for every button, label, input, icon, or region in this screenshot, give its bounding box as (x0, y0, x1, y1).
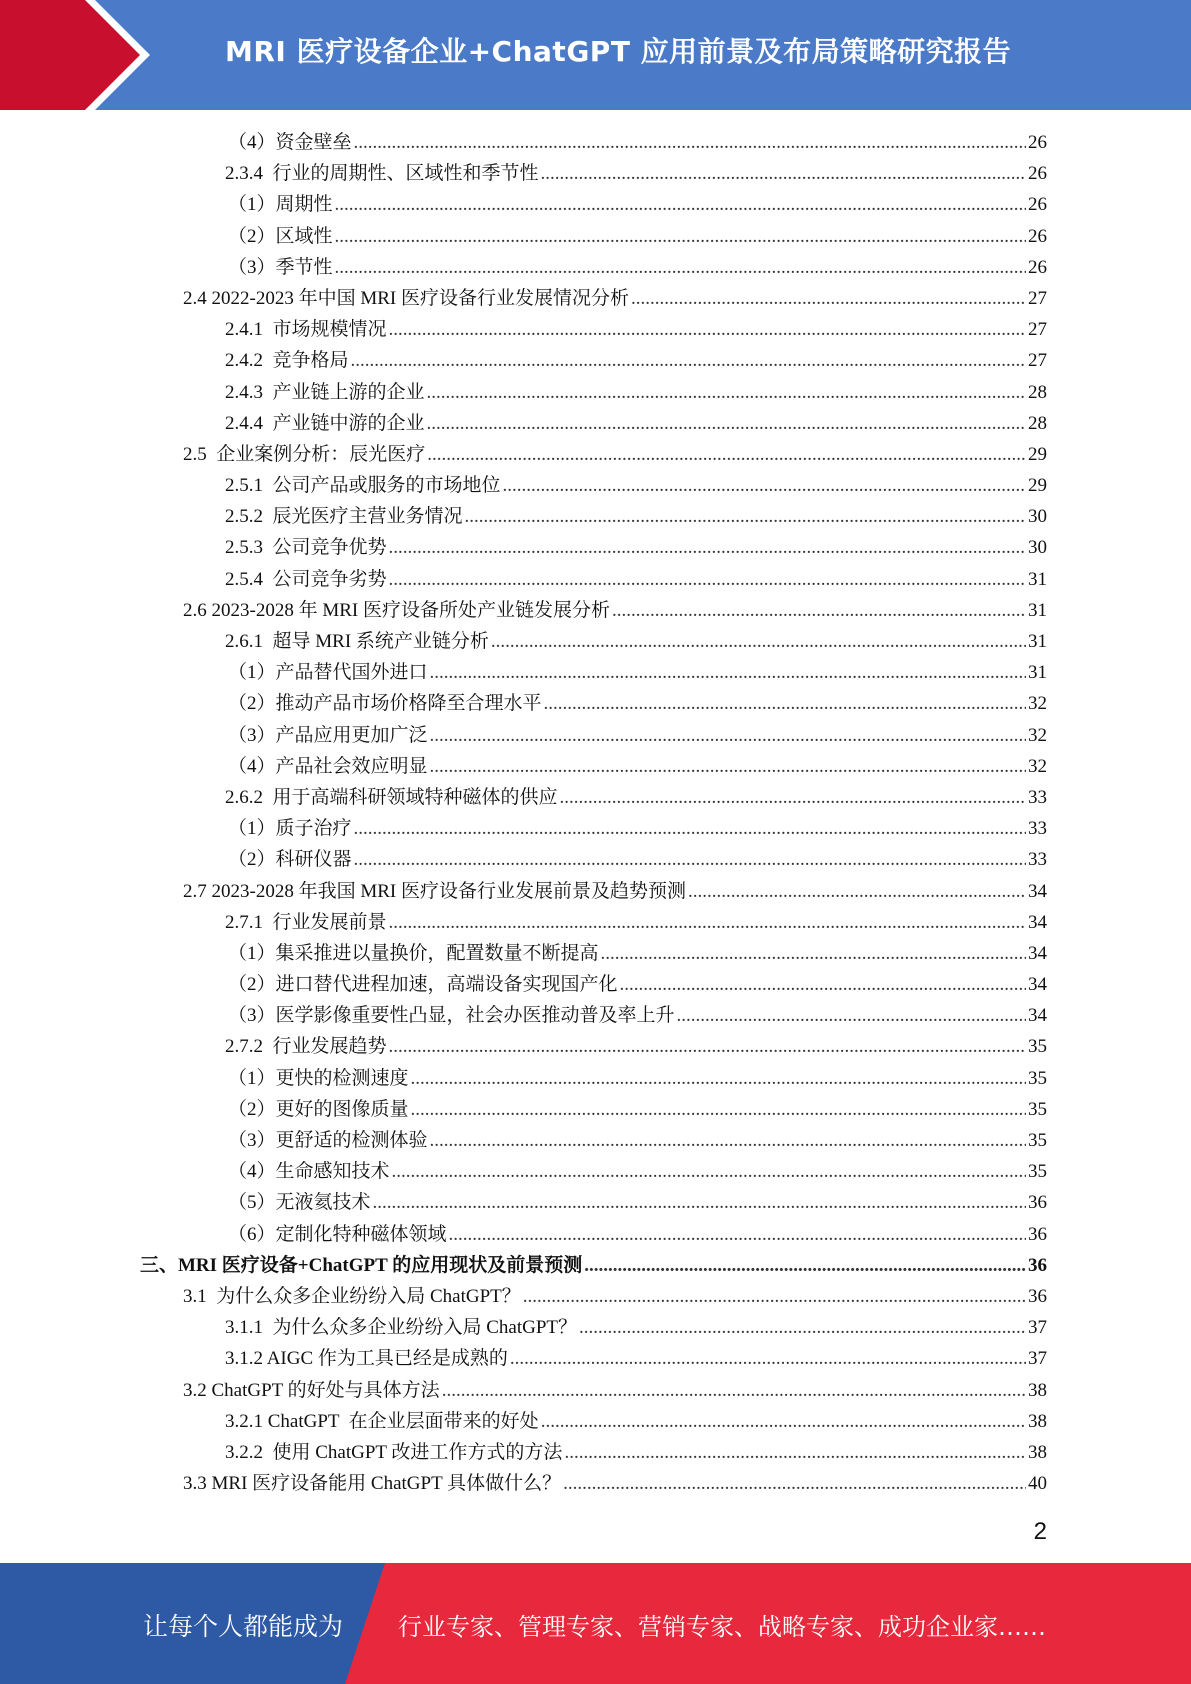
toc-dot-leader (389, 907, 1026, 938)
toc-entry-page: 34 (1028, 942, 1047, 964)
toc-entry-label: （2）区域性 (228, 225, 333, 247)
toc-entry-label: （4）生命感知技术 (228, 1161, 390, 1183)
toc-entry-label: 3.1.2 AIGC 作为工具已经是成熟的 (225, 1348, 508, 1370)
report-title: MRI 医疗设备企业+ChatGPT 应用前景及布局策略研究报告 (225, 35, 1012, 68)
toc-entry[interactable] (0, 1187, 1191, 1218)
toc-entry-label: （3）产品应用更加广泛 (228, 724, 428, 746)
toc-entry-page: 37 (1028, 1317, 1047, 1339)
toc-entry-page: 28 (1028, 381, 1047, 403)
toc-entry-page: 35 (1028, 1098, 1047, 1120)
toc-entry[interactable] (0, 189, 1191, 220)
toc-entry[interactable] (0, 907, 1191, 938)
toc-entry[interactable] (0, 158, 1191, 189)
toc-entry-label: （3）季节性 (228, 256, 333, 278)
toc-dot-leader (335, 221, 1026, 252)
toc-dot-leader (354, 844, 1026, 875)
toc-dot-leader (544, 688, 1026, 719)
toc-entry-label: 2.5 企业案例分析：辰光医疗 (183, 443, 426, 465)
toc-entry-label: （5）无液氦技术 (228, 1192, 371, 1214)
toc-entry[interactable] (0, 377, 1191, 408)
table-of-contents (0, 127, 1191, 1499)
toc-dot-leader (351, 345, 1026, 376)
toc-entry-page: 26 (1028, 225, 1047, 247)
toc-entry-label: 2.6 2023-2028 年 MRI 医疗设备所处产业链发展分析 (183, 599, 610, 621)
toc-entry-label: （4）产品社会效应明显 (228, 755, 428, 777)
toc-dot-leader (389, 532, 1026, 563)
toc-entry-label: 2.4 2022-2023 年中国 MRI 医疗设备行业发展情况分析 (183, 287, 629, 309)
toc-entry[interactable] (0, 532, 1191, 563)
toc-entry-page: 40 (1028, 1473, 1047, 1495)
toc-dot-leader (373, 1187, 1026, 1218)
toc-entry[interactable] (0, 1281, 1191, 1312)
toc-entry-label: 3.2 ChatGPT 的好处与具体方法 (183, 1379, 440, 1401)
toc-entry-page: 29 (1028, 443, 1047, 465)
page-number: 2 (1033, 1518, 1047, 1545)
toc-entry[interactable] (0, 720, 1191, 751)
page-header (0, 0, 1191, 110)
toc-entry-page: 33 (1028, 849, 1047, 871)
toc-entry-page: 32 (1028, 755, 1047, 777)
toc-entry[interactable] (0, 1468, 1191, 1499)
toc-entry-page: 36 (1028, 1285, 1047, 1307)
toc-entry-page: 27 (1028, 319, 1047, 341)
toc-dot-leader (335, 252, 1026, 283)
toc-entry-label: 2.7 2023-2028 年我国 MRI 医疗设备行业发展前景及趋势预测 (183, 880, 686, 902)
toc-dot-leader (503, 470, 1026, 501)
toc-entry-page: 32 (1028, 724, 1047, 746)
toc-entry[interactable] (0, 127, 1191, 158)
toc-entry[interactable] (0, 1437, 1191, 1468)
toc-entry-label: 2.5.4 公司竞争劣势 (225, 568, 387, 590)
toc-entry-page: 35 (1028, 1036, 1047, 1058)
toc-entry-label: （1）周期性 (228, 194, 333, 216)
toc-entry-label: （2）推动产品市场价格降至合理水平 (228, 693, 542, 715)
toc-dot-leader (541, 1406, 1026, 1437)
toc-entry-label: 3.2.2 使用 ChatGPT 改进工作方式的方法 (225, 1441, 563, 1463)
toc-dot-leader (430, 657, 1026, 688)
toc-entry[interactable] (0, 470, 1191, 501)
toc-entry[interactable] (0, 314, 1191, 345)
toc-entry-label: （3）医学影像重要性凸显，社会办医推动普及率上升 (228, 1005, 675, 1027)
toc-entry[interactable] (0, 751, 1191, 782)
toc-entry-page: 34 (1028, 1005, 1047, 1027)
toc-dot-leader (354, 127, 1026, 158)
toc-entry[interactable] (0, 626, 1191, 657)
toc-dot-leader (631, 283, 1026, 314)
toc-entry-page: 27 (1028, 350, 1047, 372)
toc-entry-page: 34 (1028, 974, 1047, 996)
toc-entry[interactable] (0, 1312, 1191, 1343)
toc-dot-leader (541, 158, 1026, 189)
footer-slogan-right: 行业专家、管理专家、营销专家、战略专家、成功企业家…… (398, 1613, 1046, 1641)
toc-entry-label: 2.4.3 产业链上游的企业 (225, 381, 425, 403)
toc-dot-leader (430, 751, 1026, 782)
toc-entry[interactable] (0, 564, 1191, 595)
toc-dot-leader (389, 314, 1026, 345)
toc-entry-label: （2）进口替代进程加速，高端设备实现国产化 (228, 974, 618, 996)
toc-dot-leader (430, 1125, 1026, 1156)
toc-entry-page: 35 (1028, 1067, 1047, 1089)
footer-slogan-left: 让每个人都能成为 (143, 1612, 344, 1641)
toc-entry-page: 30 (1028, 506, 1047, 528)
toc-dot-leader (584, 1250, 1026, 1281)
toc-entry[interactable] (0, 1000, 1191, 1031)
toc-entry[interactable] (0, 1219, 1191, 1250)
toc-entry-page: 26 (1028, 194, 1047, 216)
toc-dot-leader (427, 377, 1026, 408)
toc-entry-label: （2）科研仪器 (228, 849, 352, 871)
toc-entry[interactable] (0, 1343, 1191, 1374)
toc-entry[interactable] (0, 408, 1191, 439)
toc-dot-leader (579, 1312, 1026, 1343)
toc-dot-leader (392, 1156, 1026, 1187)
toc-entry-label: 2.5.1 公司产品或服务的市场地位 (225, 475, 501, 497)
toc-entry[interactable] (0, 969, 1191, 1000)
toc-entry[interactable] (0, 657, 1191, 688)
toc-dot-leader (563, 1468, 1026, 1499)
toc-entry-page: 30 (1028, 537, 1047, 559)
toc-dot-leader (491, 626, 1026, 657)
toc-entry-page: 37 (1028, 1348, 1047, 1370)
toc-dot-leader (389, 1031, 1026, 1062)
toc-entry[interactable] (0, 252, 1191, 283)
toc-dot-leader (465, 501, 1026, 532)
toc-dot-leader (411, 1094, 1026, 1125)
toc-entry[interactable] (0, 1250, 1191, 1281)
toc-entry-label: 2.5.2 辰光医疗主营业务情况 (225, 506, 463, 528)
toc-dot-leader (354, 813, 1026, 844)
toc-dot-leader (677, 1000, 1026, 1031)
toc-entry-page: 26 (1028, 132, 1047, 153)
toc-dot-leader (430, 720, 1026, 751)
toc-dot-leader (688, 876, 1026, 907)
toc-entry-label: 3.1 为什么众多企业纷纷入局 ChatGPT？ (183, 1285, 521, 1307)
toc-dot-leader (335, 189, 1026, 220)
toc-entry-page: 31 (1028, 599, 1047, 621)
toc-entry-page: 38 (1028, 1379, 1047, 1401)
toc-entry[interactable] (0, 1031, 1191, 1062)
toc-entry-page: 32 (1028, 693, 1047, 715)
toc-entry[interactable] (0, 345, 1191, 376)
toc-entry-label: 2.6.1 超导 MRI 系统产业链分析 (225, 631, 489, 652)
toc-entry-page: 38 (1028, 1441, 1047, 1463)
toc-entry-page: 31 (1028, 662, 1047, 684)
toc-entry[interactable] (0, 221, 1191, 252)
toc-entry[interactable] (0, 595, 1191, 626)
toc-dot-leader (449, 1219, 1026, 1250)
toc-entry-label: 3.2.1 ChatGPT 在企业层面带来的好处 (225, 1410, 539, 1432)
toc-entry-label: （6）定制化特种磁体领域 (228, 1223, 447, 1245)
toc-entry-label: （1）集采推进以量换价，配置数量不断提高 (228, 942, 599, 964)
toc-entry-label: 2.5.3 公司竞争优势 (225, 537, 387, 559)
toc-entry[interactable] (0, 688, 1191, 719)
toc-entry-label: 2.4.4 产业链中游的企业 (225, 412, 425, 434)
toc-entry[interactable] (0, 813, 1191, 844)
toc-entry-label: 2.7.2 行业发展趋势 (225, 1036, 387, 1058)
toc-entry-label: 2.6.2 用于高端科研领域特种磁体的供应 (225, 786, 558, 808)
header-chevron-red (0, 0, 140, 110)
toc-entry[interactable] (0, 938, 1191, 969)
toc-dot-leader (427, 439, 1026, 470)
toc-dot-leader (601, 938, 1026, 969)
toc-entry-label: （3）更舒适的检测体验 (228, 1130, 428, 1151)
toc-entry[interactable] (0, 1406, 1191, 1437)
toc-entry[interactable] (0, 501, 1191, 532)
toc-entry-page: 35 (1028, 1161, 1047, 1183)
toc-entry-page: 26 (1028, 163, 1047, 185)
toc-entry-page: 33 (1028, 818, 1047, 840)
toc-entry-page: 31 (1028, 631, 1047, 652)
toc-entry-page: 34 (1028, 880, 1047, 902)
toc-dot-leader (564, 1437, 1026, 1468)
toc-dot-leader (510, 1343, 1026, 1374)
toc-entry-label: 三、MRI 医疗设备+ChatGPT 的应用现状及前景预测 (140, 1254, 583, 1276)
toc-dot-leader (442, 1375, 1026, 1406)
toc-entry-page: 34 (1028, 911, 1047, 933)
toc-entry-page: 27 (1028, 287, 1047, 309)
toc-dot-leader (389, 564, 1026, 595)
toc-entry-label: 2.7.1 行业发展前景 (225, 911, 387, 933)
toc-entry[interactable] (0, 1156, 1191, 1187)
toc-entry[interactable] (0, 1125, 1191, 1156)
toc-entry-label: 3.3 MRI 医疗设备能用 ChatGPT 具体做什么？ (183, 1473, 562, 1495)
toc-entry[interactable] (0, 439, 1191, 470)
page-footer (0, 1563, 1191, 1684)
toc-dot-leader (523, 1281, 1026, 1312)
toc-entry-label: 2.4.2 竞争格局 (225, 350, 349, 372)
toc-entry-page: 36 (1028, 1192, 1047, 1214)
toc-dot-leader (620, 969, 1026, 1000)
toc-entry-page: 36 (1028, 1223, 1047, 1245)
toc-entry-label: （2）更好的图像质量 (228, 1098, 409, 1120)
toc-entry-label: （1）质子治疗 (228, 818, 352, 840)
toc-entry-label: 2.4.1 市场规模情况 (225, 319, 387, 341)
toc-entry-page: 36 (1028, 1254, 1047, 1276)
toc-entry[interactable] (0, 876, 1191, 907)
toc-entry[interactable] (0, 1094, 1191, 1125)
toc-entry[interactable] (0, 1375, 1191, 1406)
toc-entry-label: 3.1.1 为什么众多企业纷纷入局 ChatGPT？ (225, 1317, 578, 1339)
toc-entry[interactable] (0, 1063, 1191, 1094)
toc-entry[interactable] (0, 782, 1191, 813)
toc-dot-leader (427, 408, 1026, 439)
toc-dot-leader (612, 595, 1026, 626)
toc-entry-label: 2.3.4 行业的周期性、区域性和季节性 (225, 163, 539, 185)
toc-entry-label: （1）更快的检测速度 (228, 1067, 409, 1089)
toc-dot-leader (411, 1063, 1026, 1094)
toc-entry[interactable] (0, 844, 1191, 875)
toc-entry-page: 28 (1028, 412, 1047, 434)
toc-entry-page: 38 (1028, 1410, 1047, 1432)
toc-entry-label: （1）产品替代国外进口 (228, 662, 428, 684)
toc-entry[interactable] (0, 283, 1191, 314)
toc-entry-page: 35 (1028, 1130, 1047, 1151)
toc-entry-page: 29 (1028, 475, 1047, 497)
toc-dot-leader (560, 782, 1026, 813)
toc-entry-page: 26 (1028, 256, 1047, 278)
toc-entry-label: （4）资金壁垒 (228, 132, 352, 153)
toc-entry-page: 33 (1028, 786, 1047, 808)
toc-entry-page: 31 (1028, 568, 1047, 590)
